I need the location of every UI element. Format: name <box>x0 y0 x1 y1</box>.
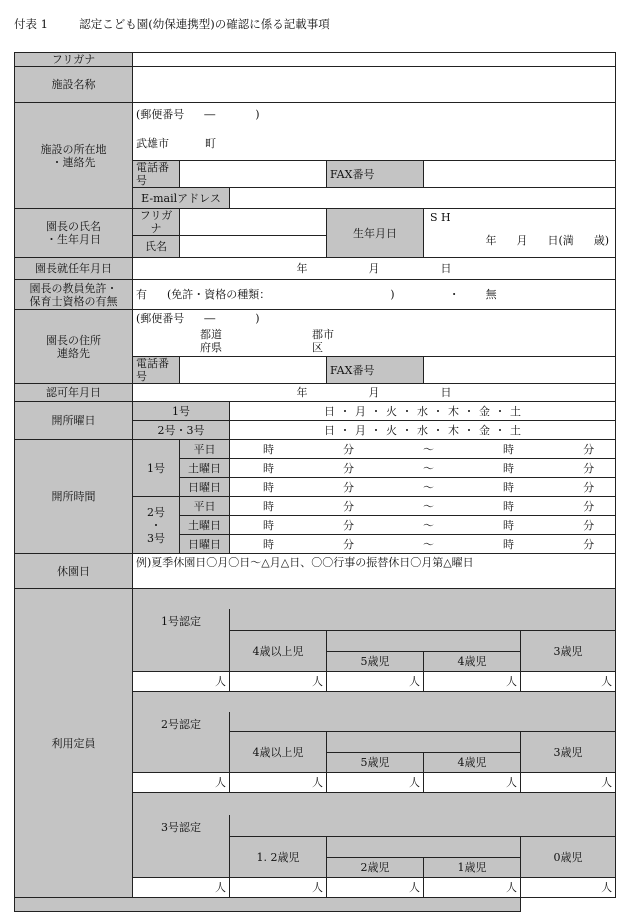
hours-label: 開所時間 <box>15 440 133 554</box>
director-address-row[interactable] <box>133 327 616 357</box>
capacity-type3-label: 3号認定 <box>133 815 230 878</box>
cap3-age1-field[interactable]: 人 <box>424 878 521 898</box>
open-days-type23-label: 2号・3号 <box>133 421 230 440</box>
cap1-age3-field[interactable]: 人 <box>521 672 616 692</box>
director-tel-label: 電話番号 <box>133 357 180 384</box>
director-furigana-field[interactable] <box>180 209 327 236</box>
form-table <box>14 52 616 912</box>
holidays-label: 休園日 <box>15 554 133 589</box>
hours-weekday-label: 平日 <box>180 440 230 459</box>
license-field[interactable]: 有 (免許・資格の種類： ) ・ 無 <box>133 280 616 310</box>
cap2-age4-label: 4歳児 <box>424 753 521 773</box>
hours-saturday-label-2: 土曜日 <box>180 516 230 535</box>
town-label: 町 <box>205 136 216 150</box>
license-has[interactable]: 有 <box>136 288 147 301</box>
cap1-over4-label: 4歳以上児 <box>230 631 327 672</box>
open-days-type23-row[interactable]: 日 ・ 月 ・ 火 ・ 水 ・ 木 ・ 金 ・ 土 <box>230 421 616 440</box>
license-type-label: (免許・資格の種類： <box>167 288 271 301</box>
facility-address-label <box>15 103 133 209</box>
postal-row[interactable] <box>133 103 616 127</box>
cap1-age5-label: 5歳児 <box>327 652 424 672</box>
director-name-label-text: 園長の氏名 ・生年月日 <box>46 220 101 246</box>
fax-field[interactable] <box>424 161 616 188</box>
director-name-field[interactable] <box>180 236 327 258</box>
cap3-age1-label: 1歳児 <box>424 858 521 878</box>
cap3-age2-field[interactable]: 人 <box>327 878 424 898</box>
approval-date-field[interactable]: 年 月 日 <box>133 384 616 402</box>
license-none[interactable]: 無 <box>485 288 497 301</box>
hours-saturday-label: 土曜日 <box>180 459 230 478</box>
email-field[interactable] <box>230 188 616 209</box>
cap3-age12-field[interactable]: 人 <box>230 878 327 898</box>
cap2-over4-field[interactable]: 人 <box>230 773 327 793</box>
birth-field[interactable] <box>424 209 616 258</box>
cap2-age3-field[interactable]: 人 <box>521 773 616 793</box>
hours-sunday-label-2: 日曜日 <box>180 535 230 554</box>
furigana-label: フリガナ <box>15 53 133 67</box>
hours-type23-label: 2号 ・ 3号 <box>133 497 180 554</box>
cap2-age4-field[interactable]: 人 <box>424 773 521 793</box>
holidays-field[interactable]: 例)夏季休園日〇月〇日～△月△日、〇〇行事の振替休日〇月第△曜日 <box>133 554 616 589</box>
city-row[interactable] <box>133 127 616 161</box>
hours-type23-weekday-row[interactable]: 時 分 ～ 時 分 <box>230 497 616 516</box>
hours-type1-saturday-row[interactable]: 時 分 ～ 時 分 <box>230 459 616 478</box>
cap3-age2-label: 2歳児 <box>327 858 424 878</box>
email-label: E-mailアドレス <box>133 188 230 209</box>
prefecture-label: 都道 府県 <box>200 328 222 355</box>
fax-label: FAX番号 <box>327 161 424 188</box>
address-label-text: 施設の所在地 ・連絡先 <box>40 142 107 169</box>
open-days-label: 開所曜日 <box>15 402 133 440</box>
tel-field[interactable] <box>180 161 327 188</box>
director-name-label <box>15 209 133 258</box>
cap2-age3-label: 3歳児 <box>521 732 616 773</box>
cap3-age0-field[interactable]: 人 <box>521 878 616 898</box>
birth-date-row: 年 月 日(満 歳) <box>485 234 610 247</box>
postal-dash: ― <box>204 108 216 122</box>
cap3-total-field[interactable]: 人 <box>133 878 230 898</box>
director-fax-field[interactable] <box>424 357 616 384</box>
cap1-age5-field[interactable]: 人 <box>327 672 424 692</box>
city-ward-label: 郡市 区 <box>312 328 334 355</box>
cap1-age4-label: 4歳児 <box>424 652 521 672</box>
director-fax-label: FAX番号 <box>327 357 424 384</box>
capacity-type2-label: 2号認定 <box>133 712 230 773</box>
approval-label: 認可年月日 <box>15 384 133 402</box>
postal-close: ) <box>255 108 260 122</box>
director-name-field-label: 氏名 <box>133 236 180 258</box>
director-postal-row[interactable]: (郵便番号 ― ) <box>133 310 616 327</box>
postal-label: (郵便番号 <box>136 108 185 122</box>
city-label: 武雄市 <box>136 136 169 150</box>
capacity-label: 利用定員 <box>15 589 133 898</box>
cap2-age5-field[interactable]: 人 <box>327 773 424 793</box>
hours-sunday-label: 日曜日 <box>180 478 230 497</box>
hours-weekday-label-2: 平日 <box>180 497 230 516</box>
birth-label: 生年月日 <box>327 209 424 258</box>
tel-label: 電話番号 <box>133 161 180 188</box>
title-prefix: 付表 1 <box>14 17 48 31</box>
cap1-age3-label: 3歳児 <box>521 631 616 672</box>
open-days-type1-row[interactable]: 日 ・ 月 ・ 火 ・ 水 ・ 木 ・ 金 ・ 土 <box>230 402 616 421</box>
cap2-total-field[interactable]: 人 <box>133 773 230 793</box>
appointed-date-field[interactable]: 年 月 日 <box>133 258 616 280</box>
facility-name-label: 施設名称 <box>15 67 133 103</box>
facility-name-field[interactable] <box>133 67 616 103</box>
cap1-over4-field[interactable]: 人 <box>230 672 327 692</box>
director-home-label: 園長の住所 連絡先 <box>15 310 133 384</box>
era-label: S H <box>430 211 451 224</box>
cap1-age4-field[interactable]: 人 <box>424 672 521 692</box>
open-days-type1-label: 1号 <box>133 402 230 421</box>
hours-type1-sunday-row[interactable]: 時 分 ～ 時 分 <box>230 478 616 497</box>
cap1-total-field[interactable]: 人 <box>133 672 230 692</box>
license-label: 園長の教員免許・ 保育士資格の有無 <box>15 280 133 310</box>
director-furigana-label: フリガナ <box>133 209 180 236</box>
form-title <box>14 16 330 32</box>
cap2-over4-label: 4歳以上児 <box>230 732 327 773</box>
capacity-type1-label: 1号認定 <box>133 609 230 672</box>
hours-type1-label: 1号 <box>133 440 180 497</box>
appointed-label: 園長就任年月日 <box>15 258 133 280</box>
cap2-age5-label: 5歳児 <box>327 753 424 773</box>
hours-type1-weekday-row[interactable]: 時 分 ～ 時 分 <box>230 440 616 459</box>
hours-type23-saturday-row[interactable]: 時 分 ～ 時 分 <box>230 516 616 535</box>
hours-type23-sunday-row[interactable]: 時 分 ～ 時 分 <box>230 535 616 554</box>
cap3-age12-label: 1. 2歳児 <box>230 837 327 878</box>
cap3-age0-label: 0歳児 <box>521 837 616 878</box>
facility-furigana-field[interactable] <box>133 53 616 67</box>
director-tel-field[interactable] <box>180 357 327 384</box>
title-text: 認定こども園(幼保連携型)の確認に係る記載事項 <box>79 17 330 31</box>
